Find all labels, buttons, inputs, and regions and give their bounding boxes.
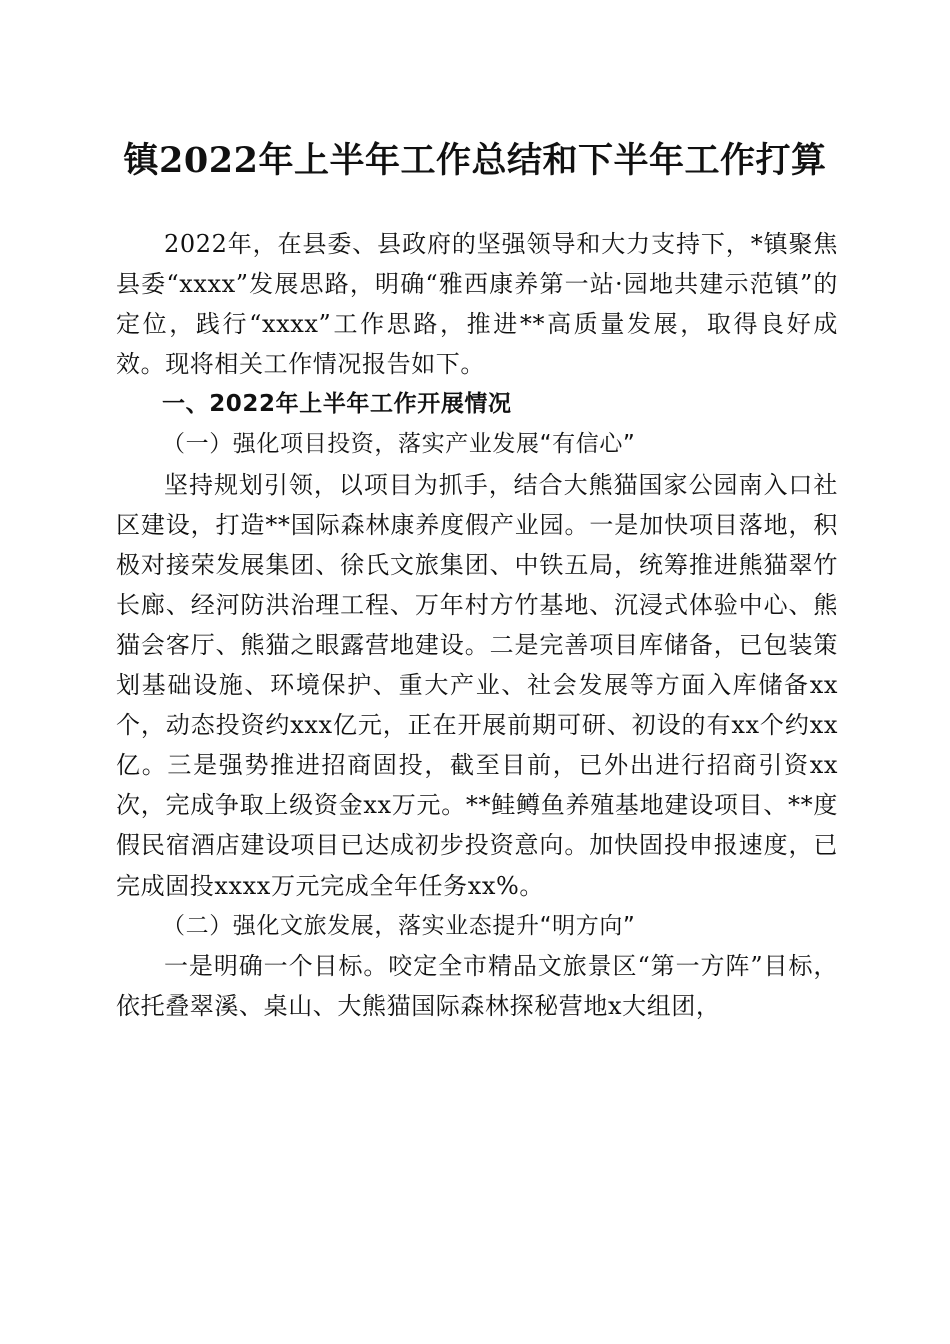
document-body bbox=[116, 224, 838, 1026]
document-title: 镇2022年上半年工作总结和下半年工作打算 bbox=[123, 140, 827, 181]
paragraph-body-text: 咬定全市精品文旅景区“第一方阵”目标，依托叠翠溪、桌山、大熊猫国际森林探秘营地x大组团， bbox=[116, 951, 838, 1020]
subsection-paragraph-1: 坚持规划引领，以项目为抓手，结合大熊猫国家公园南入口社区建设，打造**国际森林康养度假产业园。一是加快项目落地，积极对接荣发展集团、徐氏文旅集团、中铁五局，统筹推进熊猫翠竹长廊、经河防洪治理工程、万年村方竹基地、沉浸式体验中心、熊猫会客厅、熊猫之眼露营地建设。二是完善项目库储备，已包装策划基础设施、环境保护、重大产业、社会发展等方面入库储备xx个，动态投资约xxx亿元，正在开展前期可研、初设的有xx个约xx亿。三是强势推进招商固投，截至目前，已外出进行招商引资xx次，完成争取上级资金xx万元。**鲑鳟鱼养殖基地建设项目、**度假民宿酒店建设项目已达成初步投资意向。加快固投申报速度，已完成固投xxxx万元完成全年任务xx%。 bbox=[116, 470, 838, 900]
paragraph-lead-text: 一是明确一个目标。 bbox=[164, 951, 389, 980]
subsection-heading-2: （二）强化文旅发展，落实业态提升“明方向” bbox=[162, 912, 636, 939]
subsection-heading-1: （一）强化项目投资，落实产业发展“有信心” bbox=[162, 431, 636, 458]
intro-paragraph: 2022年，在县委、县政府的坚强领导和大力支持下，*镇聚焦县委“xxxx”发展思路，明确“雅西康养第一站·园地共建示范镇”的定位，践行“xxxx”工作思路，推进**高质量发展，取得良好成效。现将相关工作情况报告如下。 bbox=[116, 230, 838, 379]
section-heading-1: 一、2022年上半年工作开展情况 bbox=[162, 391, 512, 418]
subsection-paragraph-2 bbox=[116, 946, 838, 1026]
